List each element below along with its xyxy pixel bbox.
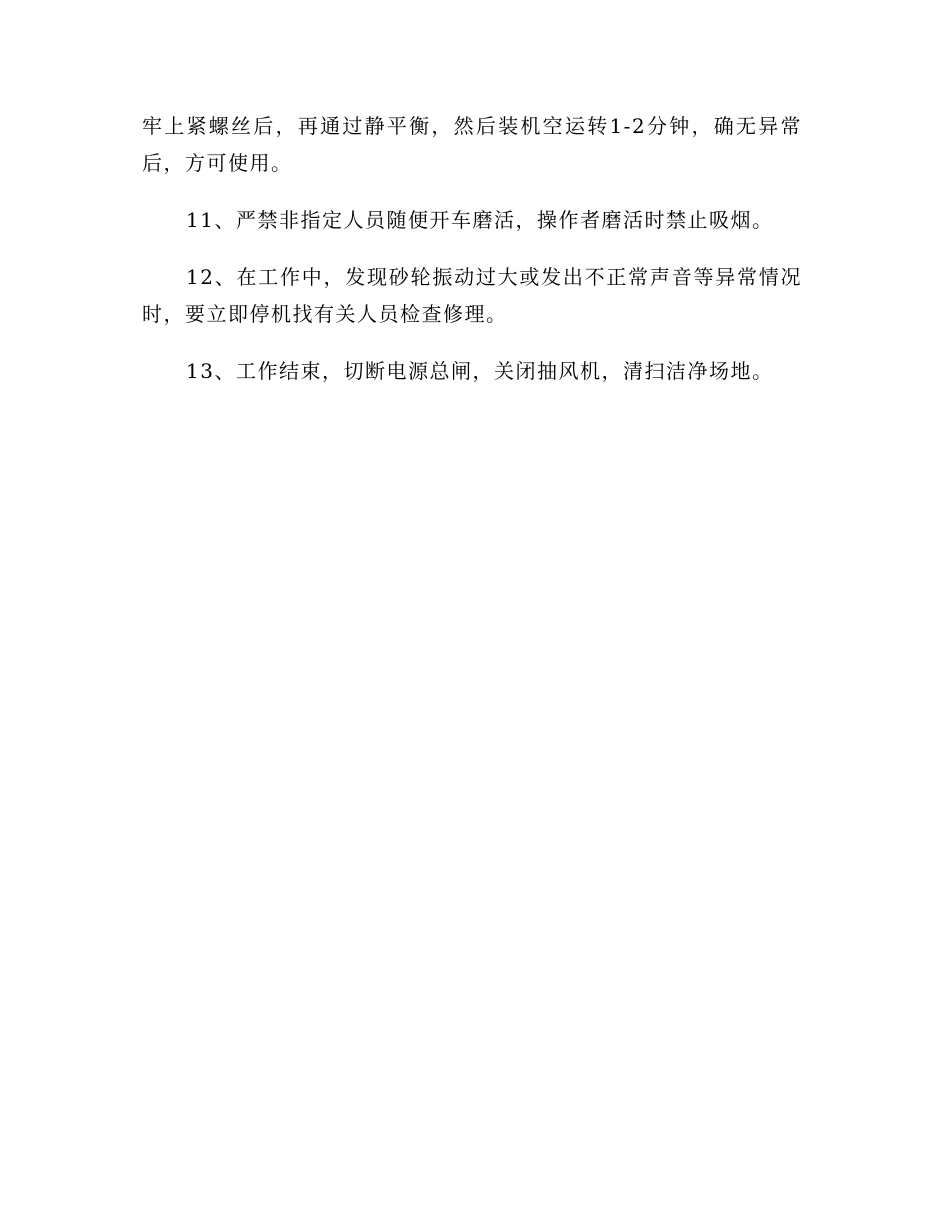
paragraph-item-11: 11、严禁非指定人员随便开车磨活，操作者磨活时禁止吸烟。 (186, 208, 774, 232)
paragraph-continuation: 牢上紧螺丝后，再通过静平衡，然后装机空运转1-2分钟，确无异常后，方可使用。 (142, 114, 802, 175)
document-body (142, 108, 802, 410)
paragraph-item-13: 13、工作结束，切断电源总闸，关闭抽风机，清扫洁净场地。 (186, 359, 774, 383)
paragraph-item-12: 12、在工作中，发现砂轮振动过大或发出不正常声音等异常情况时，要立即停机找有关人员检查修理。 (142, 265, 802, 326)
